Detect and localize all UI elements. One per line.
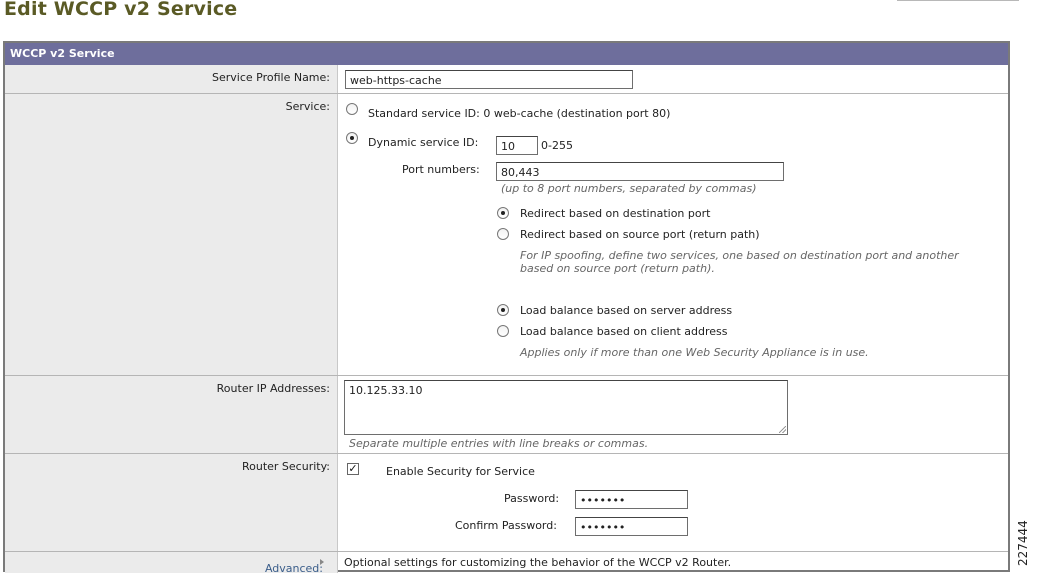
advanced-link[interactable]: Advanced: <box>264 562 323 575</box>
redirect-destination-radio[interactable] <box>497 207 509 219</box>
service-label: Service: <box>285 100 330 113</box>
enable-security-checkbox[interactable] <box>347 463 359 475</box>
resize-handle-icon[interactable] <box>779 426 786 433</box>
profile-name-input[interactable]: web-https-cache <box>345 70 633 89</box>
router-security-label: Router Security: <box>241 460 330 473</box>
port-numbers-label: Port numbers: <box>402 163 480 176</box>
load-balance-note: Applies only if more than one Web Security Appliance is in use. <box>520 346 869 359</box>
dynamic-service-id-range: 0-255 <box>541 139 573 152</box>
load-balance-client-radio[interactable] <box>497 325 509 337</box>
page-title: Edit WCCP v2 Service <box>4 0 238 20</box>
router-security-row <box>5 453 1008 552</box>
router-ip-label: Router IP Addresses: <box>216 382 330 395</box>
router-ip-hint: Separate multiple entries with line breaks or commas. <box>349 437 649 450</box>
standard-service-label: Standard service ID: 0 web-cache (destination port 80) <box>368 107 671 120</box>
wccp-service-panel <box>3 41 1010 575</box>
profile-name-label: Service Profile Name: <box>211 71 330 84</box>
standard-service-radio[interactable] <box>346 103 358 115</box>
profile-name-row <box>5 65 1008 93</box>
confirm-password-input[interactable]: ••••••• <box>575 517 688 536</box>
router-ip-textarea[interactable] <box>344 380 788 435</box>
panel-header: WCCP v2 Service <box>5 43 1008 65</box>
load-balance-client-label: Load balance based on client address <box>520 325 728 338</box>
confirm-password-label: Confirm Password: <box>455 519 557 532</box>
port-numbers-hint: (up to 8 port numbers, separated by commas) <box>501 182 757 195</box>
load-balance-server-label: Load balance based on server address <box>520 304 733 317</box>
advanced-description: Optional settings for customizing the behavior of the WCCP v2 Router. <box>344 556 732 569</box>
service-row <box>5 93 1008 376</box>
advanced-row <box>5 551 1008 573</box>
top-divider <box>897 0 1019 1</box>
load-balance-server-radio[interactable] <box>497 304 509 316</box>
password-label: Password: <box>504 492 560 505</box>
port-numbers-input[interactable]: 80,443 <box>496 162 784 181</box>
dynamic-service-label: Dynamic service ID: <box>368 136 479 149</box>
dynamic-service-id-input[interactable]: 10 <box>496 136 538 155</box>
ip-spoofing-note-line2: based on source port (return path). <box>520 262 715 275</box>
redirect-source-label: Redirect based on source port (return path) <box>520 228 760 241</box>
figure-number: 227444 <box>1016 520 1030 566</box>
dynamic-service-radio[interactable] <box>346 132 358 144</box>
router-ip-row <box>5 375 1008 454</box>
redirect-source-radio[interactable] <box>497 228 509 240</box>
checkmark-icon: ✓ <box>348 462 358 475</box>
ip-spoofing-note-line1: For IP spoofing, define two services, one based on destination port and another <box>520 249 959 262</box>
router-ip-value: 10.125.33.10 <box>349 384 423 397</box>
password-input[interactable]: ••••••• <box>575 490 688 509</box>
redirect-destination-label: Redirect based on destination port <box>520 207 711 220</box>
enable-security-label: Enable Security for Service <box>386 465 535 478</box>
